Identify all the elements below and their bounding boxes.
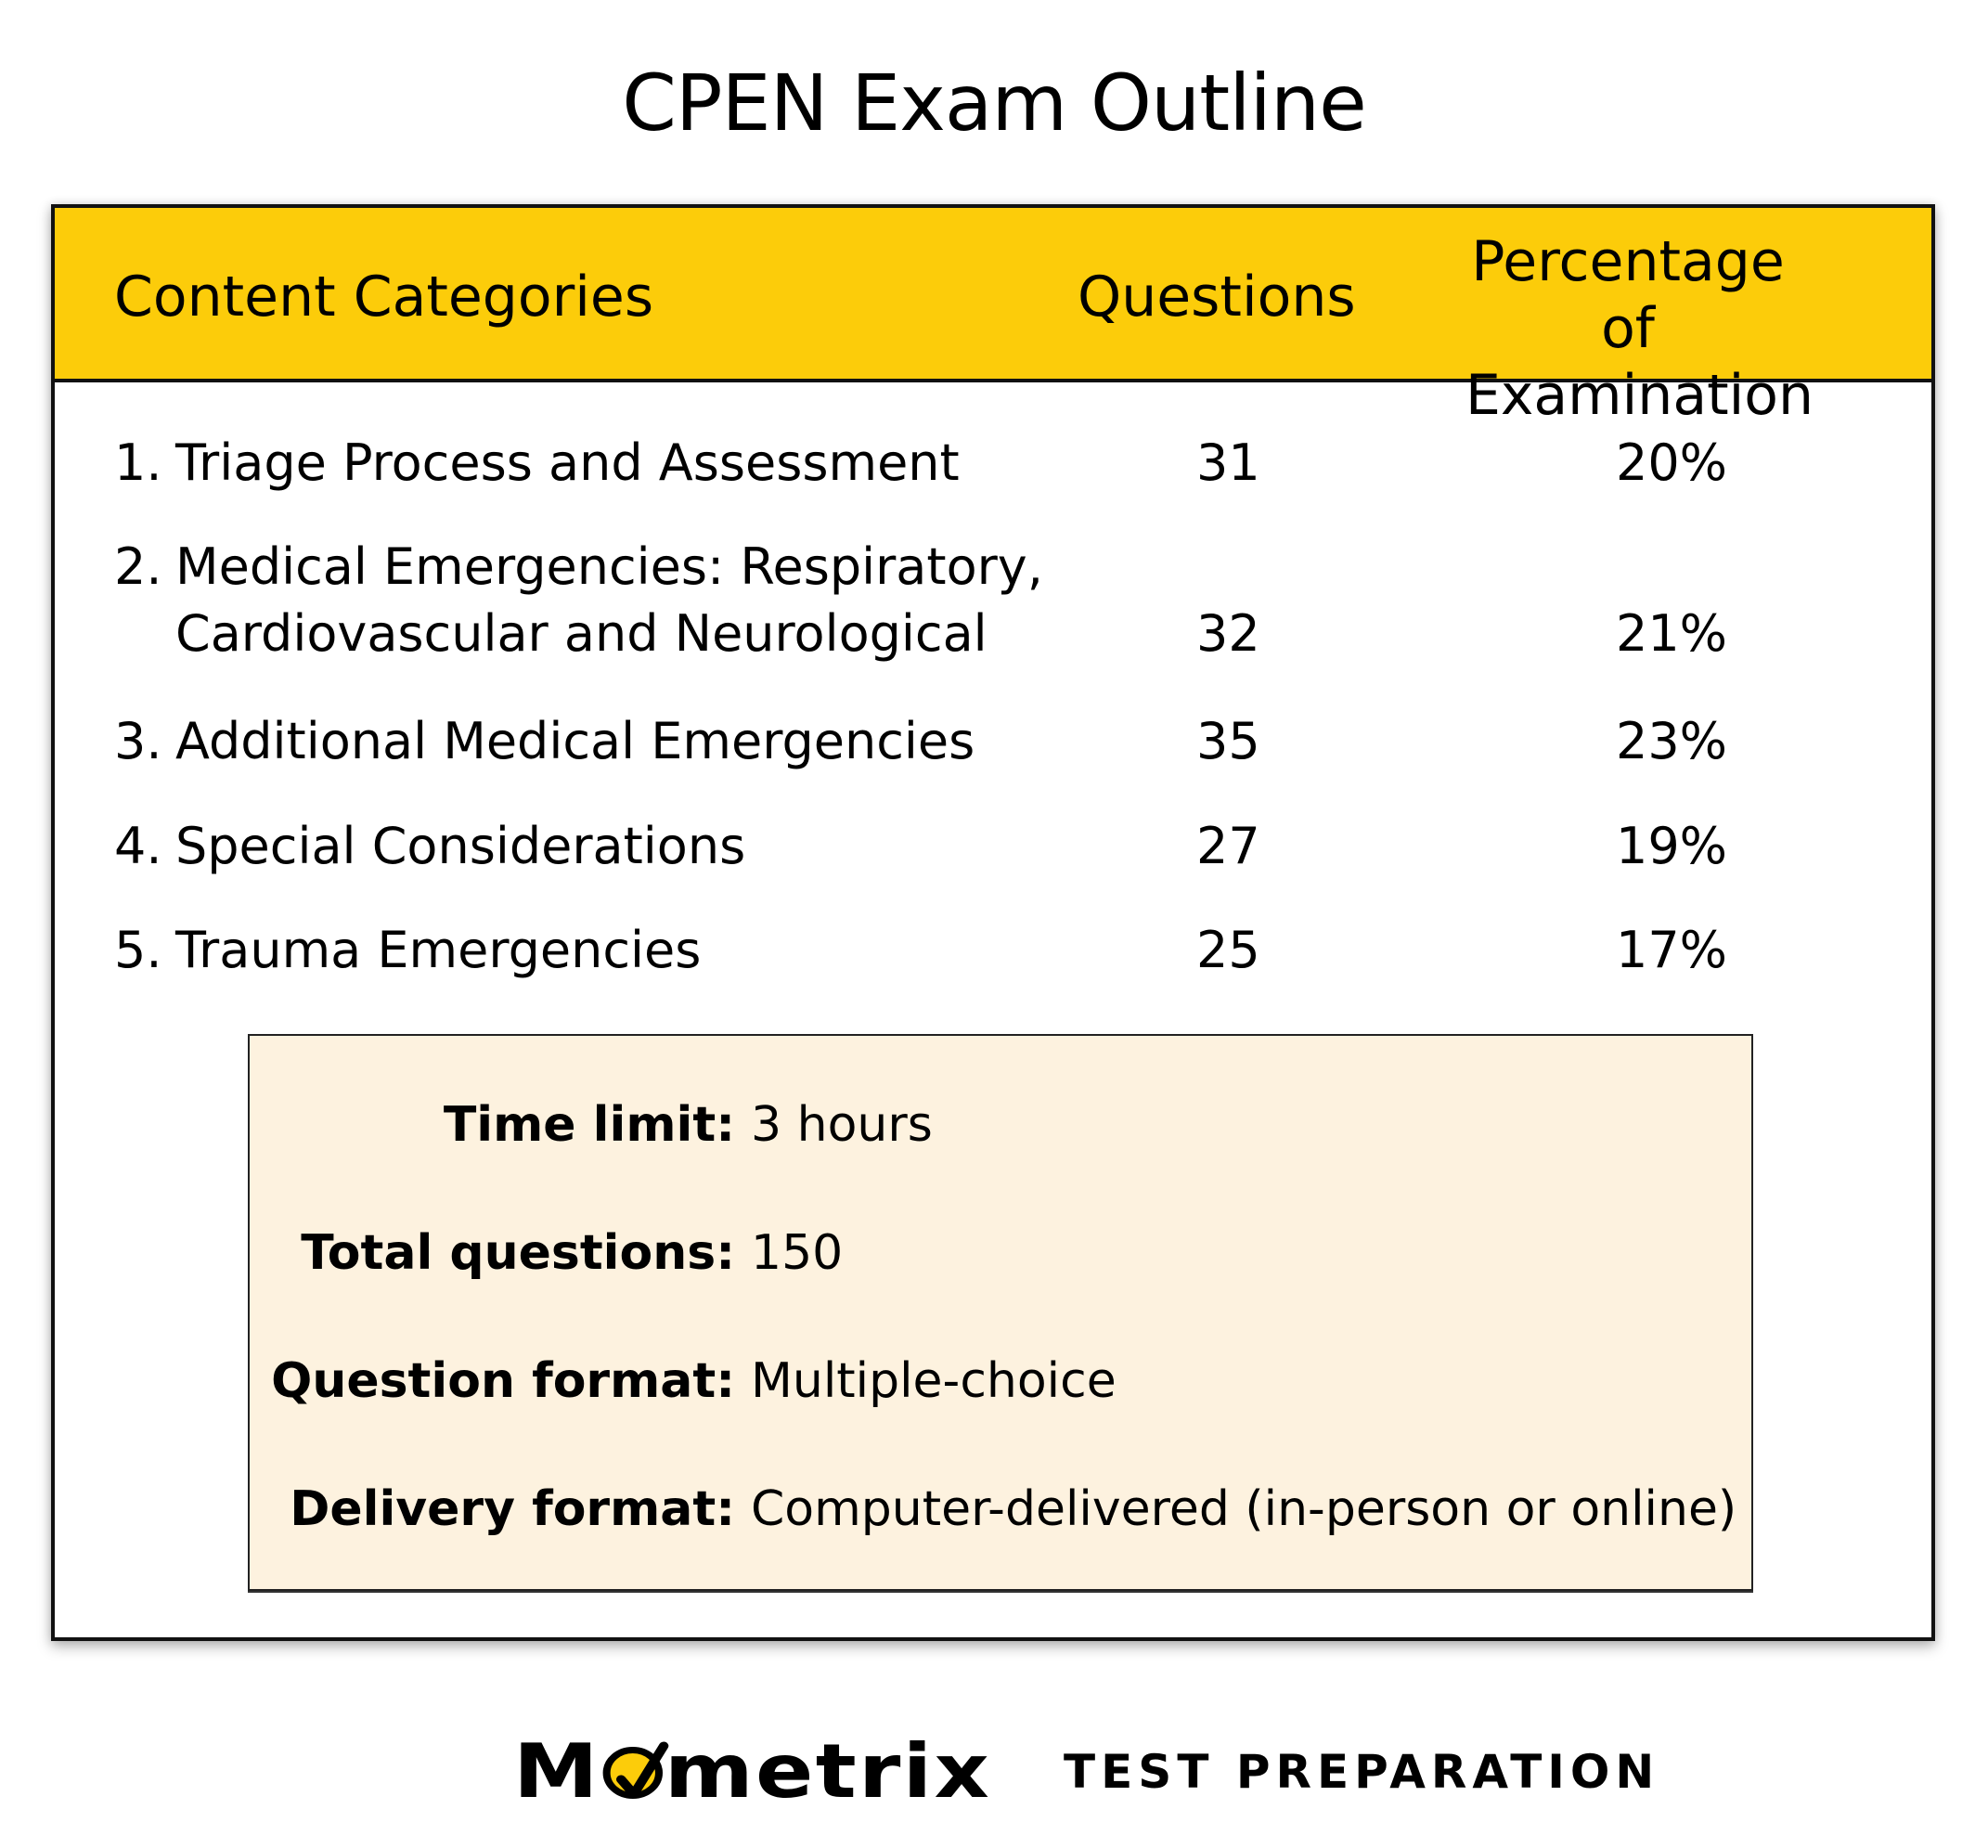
info-value: Computer-delivered (in-person or online) bbox=[751, 1481, 1737, 1537]
brand-first-letter: M bbox=[513, 1728, 600, 1815]
row-number: 3. bbox=[114, 712, 162, 770]
row-questions: 32 bbox=[1196, 604, 1260, 663]
table-header bbox=[55, 208, 1931, 428]
brand-name bbox=[513, 1728, 991, 1815]
row-questions: 27 bbox=[1196, 817, 1260, 875]
header-percentage: Percentage of Examination bbox=[1465, 229, 1814, 428]
header-questions: Questions bbox=[1078, 265, 1356, 330]
row-percentage: 20% bbox=[1615, 433, 1727, 492]
info-label: Question format: bbox=[271, 1353, 735, 1409]
info-value: 3 hours bbox=[751, 1097, 933, 1153]
info-value: Multiple-choice bbox=[751, 1353, 1117, 1409]
row-category-line1: Medical Emergencies: Respiratory, bbox=[175, 537, 1043, 596]
info-label: Total questions: bbox=[301, 1225, 735, 1281]
mometrix-logo bbox=[513, 1728, 1660, 1815]
row-percentage: 17% bbox=[1615, 921, 1727, 979]
row-category: Triage Process and Assessment bbox=[175, 433, 960, 492]
exam-info-box bbox=[248, 1034, 1753, 1591]
info-value: 150 bbox=[751, 1225, 844, 1281]
row-number: 4. bbox=[114, 817, 162, 875]
checkmark-circle-icon bbox=[602, 1747, 662, 1799]
row-number: 1. bbox=[114, 433, 162, 492]
row-number: 2. bbox=[114, 537, 162, 596]
row-percentage: 21% bbox=[1615, 604, 1727, 663]
row-questions: 25 bbox=[1196, 921, 1260, 979]
brand-rest: metrix bbox=[664, 1728, 992, 1815]
row-category: Trauma Emergencies bbox=[175, 921, 702, 979]
row-number: 5. bbox=[114, 921, 162, 979]
row-questions: 35 bbox=[1196, 712, 1260, 770]
info-label: Delivery format: bbox=[290, 1481, 735, 1537]
row-percentage: 23% bbox=[1615, 712, 1727, 770]
info-label: Time limit: bbox=[443, 1097, 735, 1153]
row-category: Additional Medical Emergencies bbox=[175, 712, 975, 770]
row-percentage: 19% bbox=[1615, 817, 1727, 875]
header-content-categories: Content Categories bbox=[114, 265, 654, 330]
exam-outline-table bbox=[51, 204, 1935, 1641]
row-category-line2: Cardiovascular and Neurological bbox=[175, 604, 988, 663]
row-category: Special Considerations bbox=[175, 817, 746, 875]
brand-tagline: TEST PREPARATION bbox=[1064, 1744, 1660, 1799]
row-questions: 31 bbox=[1196, 433, 1260, 492]
page-title: CPEN Exam Outline bbox=[622, 58, 1366, 149]
